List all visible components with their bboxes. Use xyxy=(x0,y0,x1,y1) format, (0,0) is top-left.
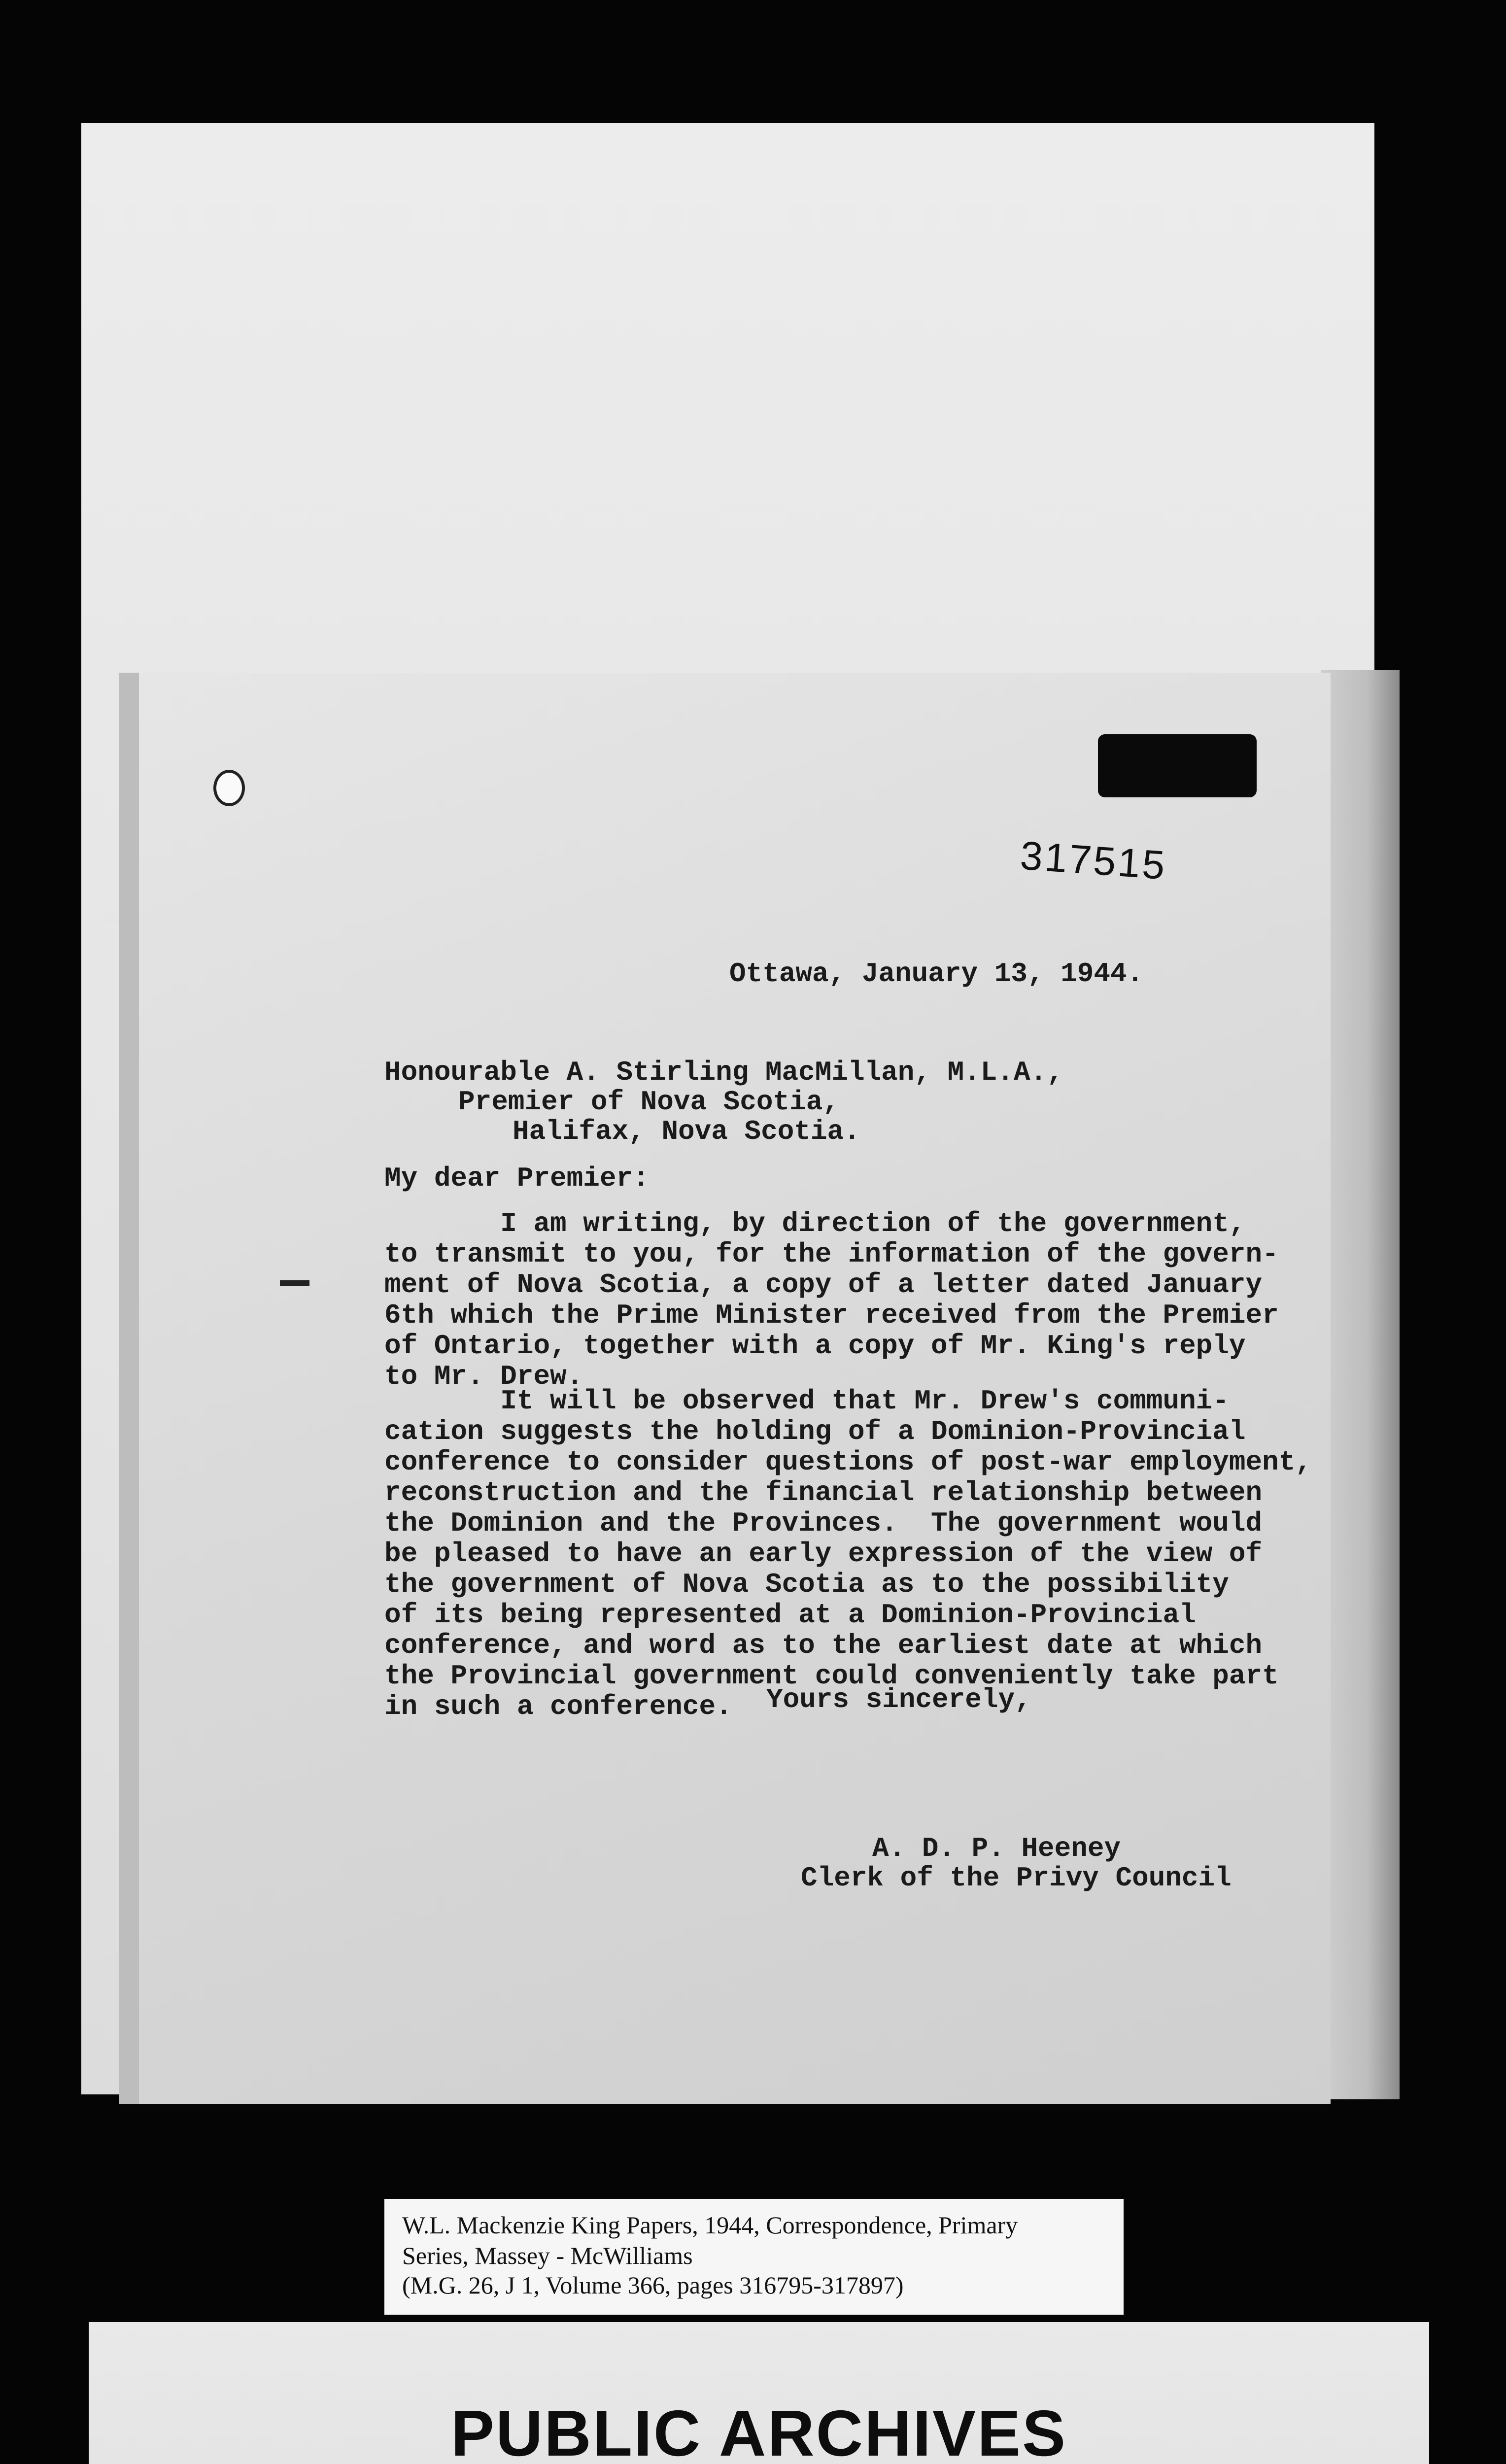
punch-hole xyxy=(213,770,245,806)
address-line-name: Honourable A. Stirling MacMillan, M.L.A., xyxy=(384,1057,1063,1088)
label-line-1: W.L. Mackenzie King Papers, 1944, Correspondence, Primary xyxy=(402,2211,1018,2239)
body-paragraph-1: I am writing, by direction of the government, to transmit to you, for the information of the govern- ment of Nova Scotia, a copy of a letter dated January 6th which the Prime Minister received from the Premier of Ontario, together with a copy of Mr. King's reply to Mr. Drew. xyxy=(384,1208,1279,1392)
margin-mark xyxy=(280,1280,309,1286)
archive-reference-label xyxy=(384,2199,1124,2315)
signature-name: A. D. P. Heeney xyxy=(872,1833,1121,1864)
body-paragraph-2: It will be observed that Mr. Drew's communi- cation suggests the holding of a Dominion-Provincial conference to consider questions of post-war employment, reconstruction and the financial relationship between the Dominion and the Provinces. The government would be pleased to have an early expression of the view of the government of Nova Scotia as to the possibility of its being represented at a Dominion-Provincial conference, and word as to the earliest date at which the Provincial government could conveniently take part in such a conference. xyxy=(384,1385,1312,1722)
address-line-title: Premier of Nova Scotia, xyxy=(458,1086,839,1118)
letter-date: Ottawa, January 13, 1944. xyxy=(729,958,1144,990)
redaction-block xyxy=(1098,734,1257,797)
back-sheet-edge xyxy=(1321,670,1400,2099)
address-line-place: Halifax, Nova Scotia. xyxy=(513,1116,860,1147)
document-number: 317515 xyxy=(1019,833,1168,889)
signature-title: Clerk of the Privy Council xyxy=(801,1862,1232,1894)
label-line-3: (M.G. 26, J 1, Volume 366, pages 316795-317897) xyxy=(402,2271,904,2299)
closing: Yours sincerely, xyxy=(766,1684,1031,1715)
banner-public-archives: PUBLIC ARCHIVES xyxy=(450,2397,1067,2464)
salutation: My dear Premier: xyxy=(384,1163,650,1194)
archive-banner xyxy=(89,2322,1429,2464)
label-line-2: Series, Massey - McWilliams xyxy=(402,2242,693,2269)
